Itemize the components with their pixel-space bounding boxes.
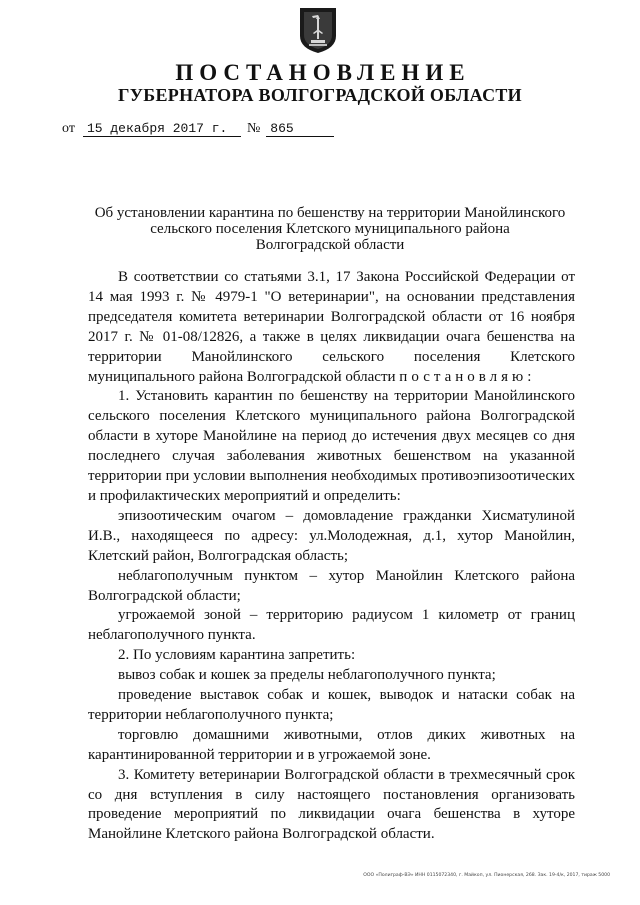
subject-line: сельского поселения Клетского муниципального района xyxy=(150,221,510,237)
document-date: 15 декабря 2017 г. xyxy=(83,121,241,137)
clause-2-prohibition: торговлю домашними животными, отлов диких животных на карантинированной территории и в угрожаемой зоне. xyxy=(88,726,575,763)
clause-1-affected-locality: неблагополучным пунктом – хутор Манойлин Клетского района Волгоградской области; xyxy=(88,567,575,604)
date-prefix-label: от xyxy=(62,121,75,136)
decree-word: постановляю: xyxy=(399,368,536,385)
document-number: 865 xyxy=(266,121,334,137)
number-label: № xyxy=(246,121,261,136)
clause-2-prohibition: проведение выставок собак и кошек, выводок и натаски собак на территории неблагополучного пункта; xyxy=(88,687,575,723)
clause-1-outbreak-site: эпизоотическим очагом – домовладение гражданки Хисматулиной И.В., находящееся по адресу: ул.Молодежная, д.1, хутор Манойлин, Клетский район, Волгоградская область; xyxy=(88,507,575,564)
preamble-text: В соответствии со статьями 3.1, 17 Закона Российской Федерации от 14 мая 1993 г. № 4979-1 "О ветеринарии", на основании представления председателя комитета ветеринарии Волгоградской области от 16 ноября 2017 г. № 01-08/12826, а также в целях ликвидации очага бешенства на территории Манойлинского сельского поселения Клетского муниципального района Волгоградской области xyxy=(88,269,575,385)
clause-1: 1. Установить карантин по бешенству на территории Манойлинского сельского поселения Клетского муниципального района Волгоградской области в хуторе Манойлине на период до истечения двух месяцев со дня последнего случая заболевания животных бешенством на указанной территории при условии выполнения необходимых противоэпизоотических и профилактических мероприятий и определить: xyxy=(88,388,575,504)
clause-3: 3. Комитету ветеринарии Волгоградской области в трехмесячный срок со дня вступления в силу настоящего постановления организовать проведение мероприятий по ликвидации очага бешенства в хуторе Манойлине Клетского района Волгоградской области. xyxy=(88,766,575,843)
dateline xyxy=(62,121,334,137)
print-imprint: ООО «Полиграф-ВЭ» ИНН 0115072340, г. Майкоп, ул. Пионерская, 268. Зак. 19-4/к, 2017, тираж 5000 xyxy=(363,873,610,878)
document-body xyxy=(88,268,575,845)
clause-1-threatened-zone: угрожаемой зоной – территорию радиусом 1 километр от границ неблагополучного пункта. xyxy=(88,607,575,644)
clause-2-prohibition: вывоз собак и кошек за пределы неблагополучного пункта; xyxy=(118,667,496,684)
subject-line: Об установлении карантина по бешенству на территории Манойлинского xyxy=(94,205,566,221)
subject-line: Волгоградской области xyxy=(255,237,405,253)
document-type-title: ПОСТАНОВЛЕНИЕ xyxy=(175,60,471,85)
clause-2: 2. По условиям карантина запретить: xyxy=(118,647,356,664)
preamble-paragraph xyxy=(88,268,575,387)
document-subject xyxy=(80,205,580,253)
coat-of-arms-icon xyxy=(298,6,338,54)
issuing-authority: ГУБЕРНАТОРА ВОЛГОГРАДСКОЙ ОБЛАСТИ xyxy=(118,85,522,105)
